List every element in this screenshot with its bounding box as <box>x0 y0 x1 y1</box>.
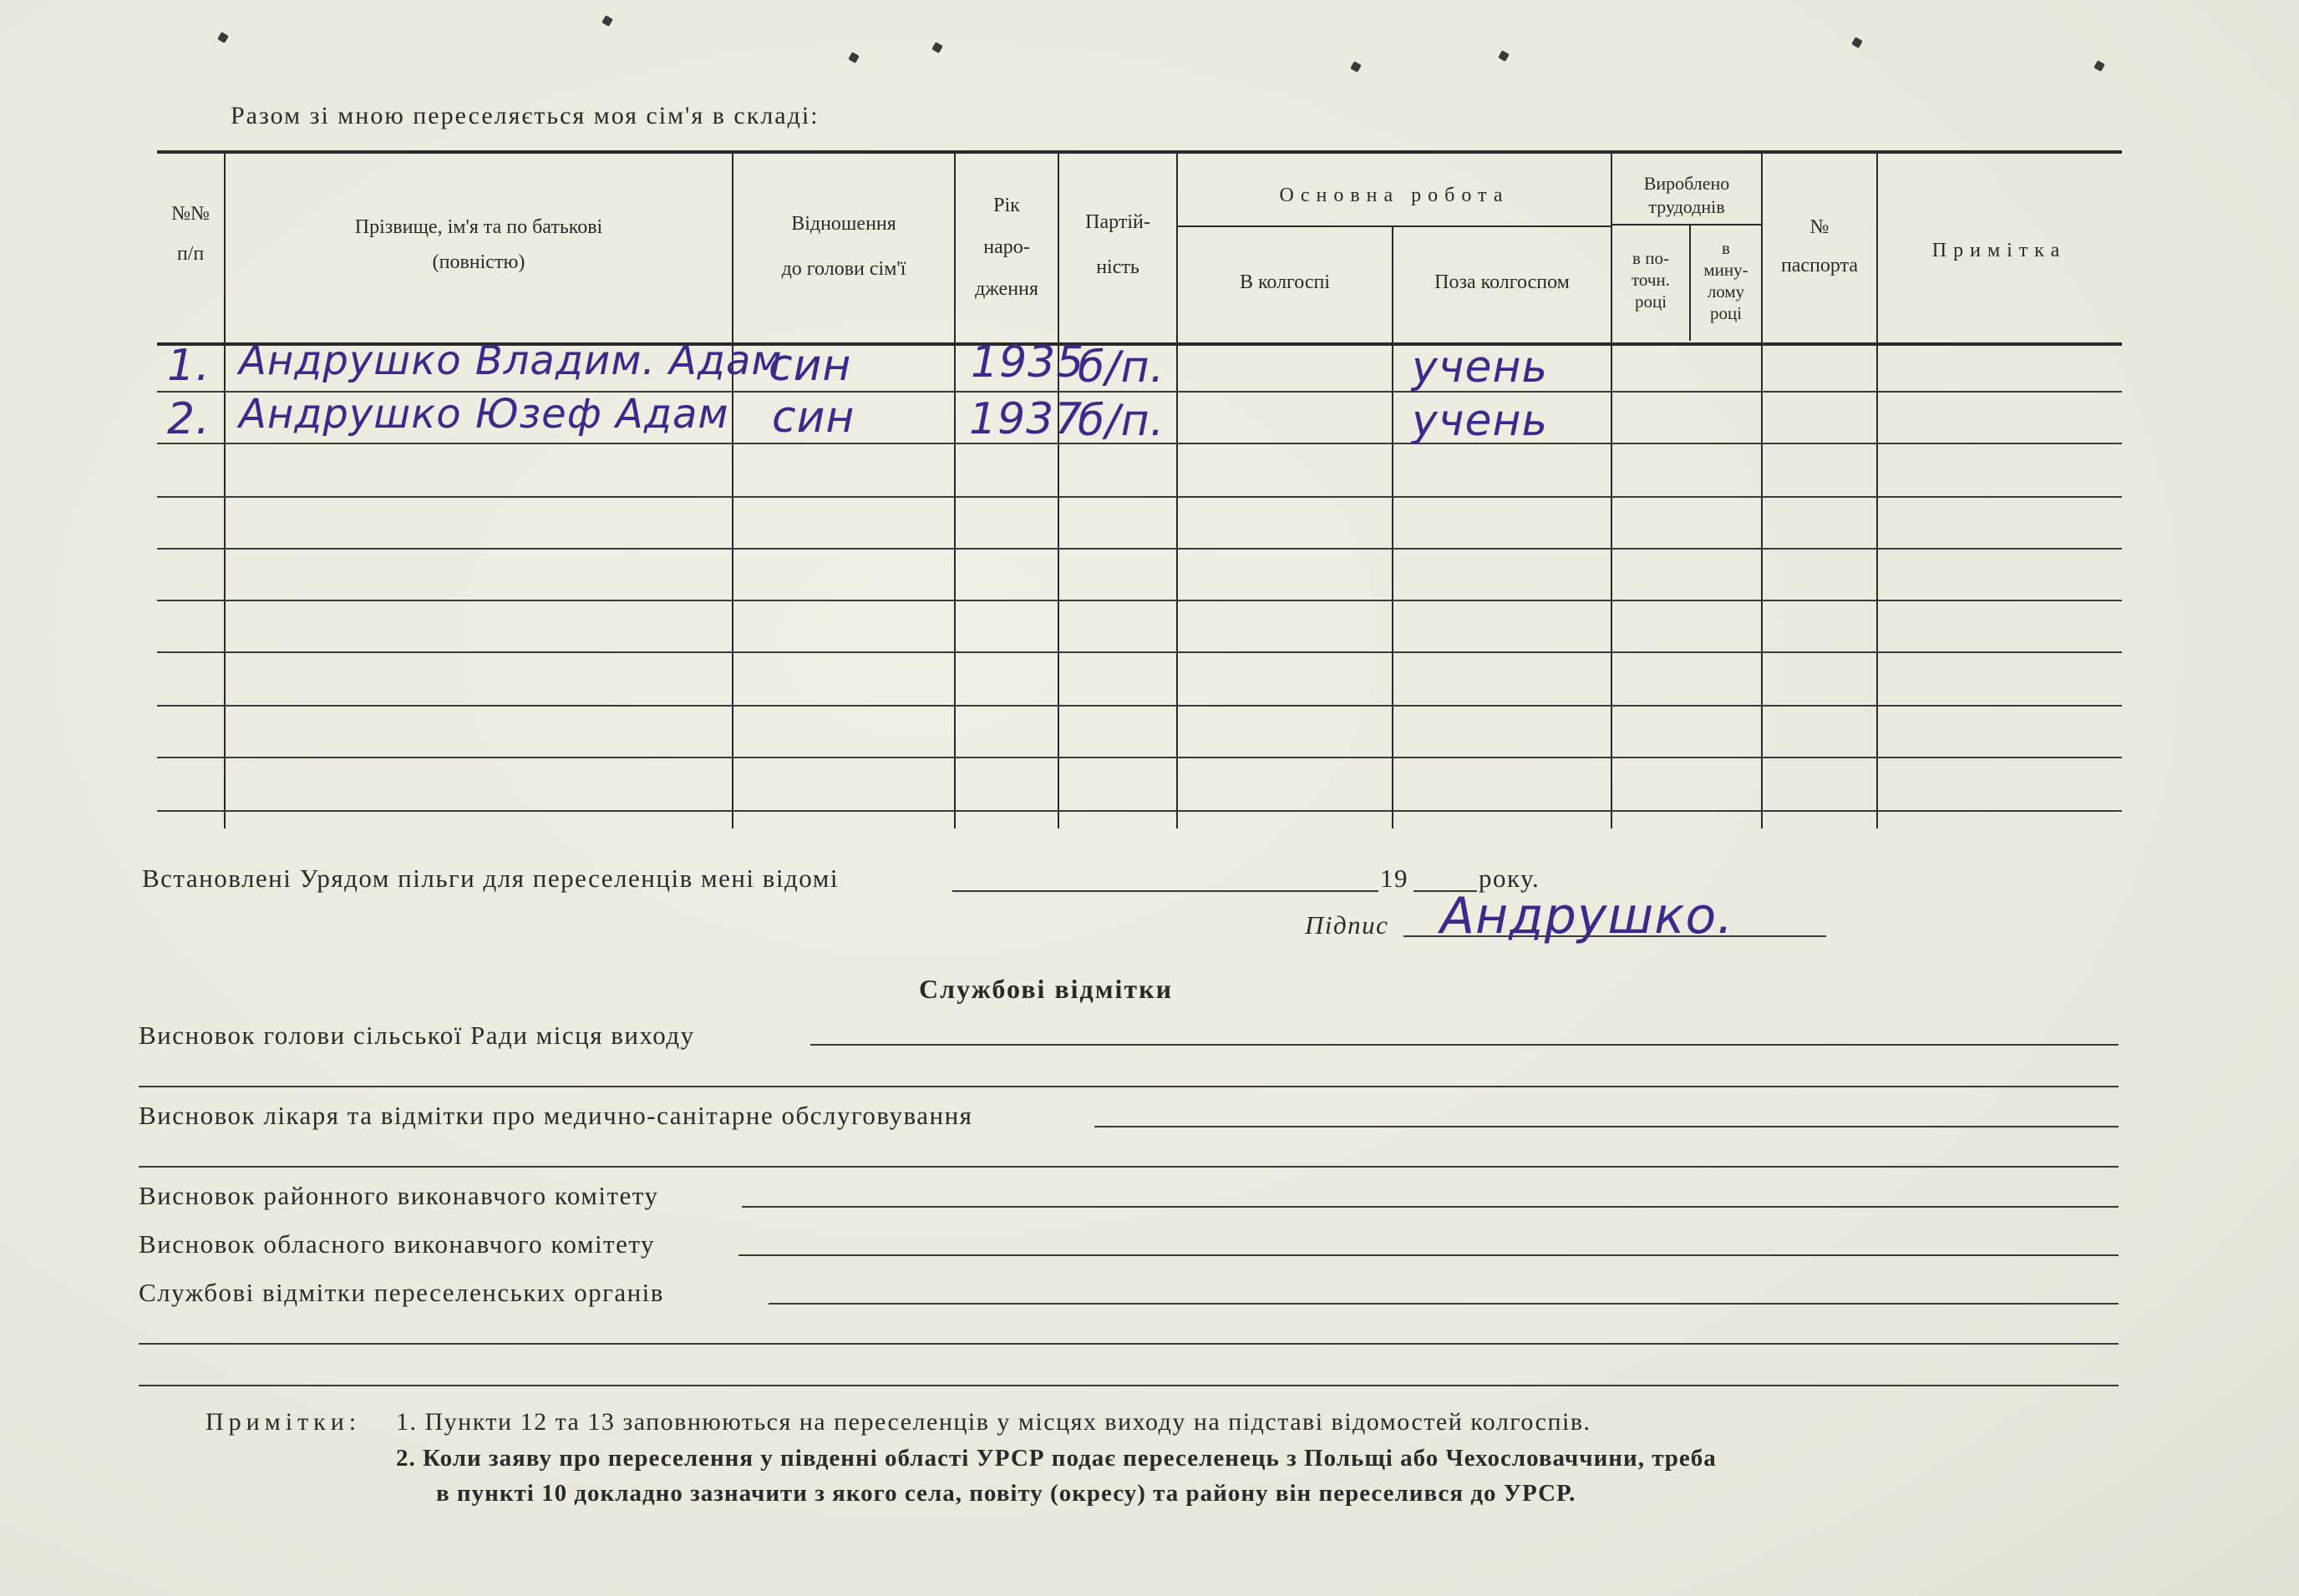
year-prefix: 19 <box>1380 864 1408 893</box>
header-num-line1: №№ <box>171 203 210 225</box>
punch-mark <box>217 32 229 43</box>
row2-relation: син <box>772 393 855 443</box>
header-main-work: Основна робота <box>1279 185 1510 206</box>
table-top-border <box>157 150 2122 154</box>
service-fill-4 <box>738 1254 2119 1256</box>
header-year-line3: дження <box>975 278 1038 300</box>
service-line-5: Службові відмітки переселенських органів <box>139 1278 664 1307</box>
header-party-line1: Партій- <box>1085 211 1150 233</box>
header-name-line2: (повністю) <box>432 251 525 273</box>
row2-year: 1937 <box>969 394 1084 444</box>
table-row <box>157 651 2122 653</box>
header-current-year-line1: в по- <box>1632 248 1669 268</box>
row2-name: Андрушко Юзеф Адам <box>239 391 729 438</box>
header-workdays-line2: трудоднів <box>1648 196 1725 217</box>
service-fill-1 <box>810 1044 2119 1046</box>
punch-mark <box>1350 61 1362 73</box>
service-title: Службові відмітки <box>919 974 1174 1004</box>
year-suffix: року. <box>1479 864 1540 893</box>
header-in-kolhosp: В колгоспі <box>1239 271 1331 293</box>
header-last-year-line1: в <box>1722 238 1730 258</box>
header-year <box>956 192 1058 302</box>
header-relation-line1: Відношення <box>791 213 896 235</box>
header-relation-line2: до голови сім'ї <box>781 258 906 280</box>
punch-mark <box>2093 60 2105 72</box>
header-outside-kolhosp: Поза колгоспом <box>1434 271 1570 293</box>
col-divider <box>1176 152 1178 828</box>
service-line-3: Висновок районного виконавчого комітету <box>139 1181 659 1210</box>
row1-outside: учень <box>1412 342 1549 393</box>
row1-party: б/п. <box>1078 342 1165 393</box>
header-name <box>226 214 732 276</box>
header-last-year-line4: році <box>1709 303 1743 323</box>
benefits-fill-line <box>952 890 1378 892</box>
header-last-year-line3: лому <box>1707 281 1745 301</box>
row1-relation: син <box>769 341 852 391</box>
header-num-line2: п/п <box>176 243 205 265</box>
benefits-text: Встановлені Урядом пільги для переселенців мені відомі <box>142 864 839 893</box>
table-row <box>157 548 2122 550</box>
service-fill-5b <box>139 1343 2119 1345</box>
row1-num: 1. <box>167 341 211 391</box>
header-year-line1: Рік <box>993 195 1020 216</box>
signature: Андрушко. <box>1440 887 1734 945</box>
signature-label: Підпис <box>1305 910 1389 940</box>
service-fill-2b <box>139 1166 2119 1168</box>
header-passport-line2: паспорта <box>1780 255 1859 276</box>
header-party-line2: ність <box>1096 256 1139 278</box>
header-num <box>157 200 224 267</box>
service-line-4: Висновок обласного виконавчого комітету <box>139 1229 655 1259</box>
row1-year: 1935 <box>971 337 1085 388</box>
table-row <box>157 496 2122 498</box>
note-item-1: 1. Пункти 12 та 13 заповнюються на переселенців у місцях виходу на підставі відомостей колгоспів. <box>396 1408 1591 1436</box>
service-line-1: Висновок голови сільської Ради місця виходу <box>139 1021 695 1050</box>
header-last-year <box>1691 237 1761 324</box>
notes-label: Примітки: <box>206 1408 362 1436</box>
main-work-subdivider <box>1178 225 1611 227</box>
header-passport-line1: № <box>1809 216 1830 238</box>
header-current-year-line2: точн. <box>1632 270 1670 290</box>
row2-num: 2. <box>167 394 211 444</box>
header-name-line1: Прізвище, ім'я та по батькові <box>354 216 603 238</box>
punch-mark <box>1851 37 1863 48</box>
header-current-year <box>1612 247 1689 312</box>
punch-mark <box>931 42 943 53</box>
note-item-2: 2. Коли заяву про переселення у південні області УРСР подає переселенець з Польщі або Чехословаччини, треба <box>396 1445 1717 1472</box>
row2-party: б/п. <box>1078 396 1165 446</box>
table-row <box>157 705 2122 707</box>
header-current-year-line3: році <box>1634 291 1667 312</box>
header-relation <box>733 210 954 282</box>
row2-outside: учень <box>1412 396 1549 446</box>
header-party <box>1059 209 1176 281</box>
header-workdays <box>1612 172 1761 219</box>
service-fill-2 <box>1094 1126 2119 1127</box>
note-item-3: в пункті 10 докладно зазначити з якого села, повіту (окресу) та району він переселився до УРСР. <box>436 1480 1576 1507</box>
header-year-line2: наро- <box>983 236 1030 258</box>
service-fill-5c <box>139 1385 2119 1386</box>
service-fill-5 <box>769 1303 2119 1305</box>
punch-mark <box>601 15 613 27</box>
intro-text: Разом зі мною переселяється моя сім'я в складі: <box>231 102 820 129</box>
punch-mark <box>848 52 860 63</box>
service-fill-3 <box>742 1206 2119 1208</box>
header-passport <box>1763 214 1876 279</box>
workdays-subdivider <box>1612 224 1761 225</box>
table-row <box>157 600 2122 601</box>
header-note: Примітка <box>1931 240 2067 261</box>
col-divider <box>1392 225 1393 828</box>
header-workdays-line1: Вироблено <box>1643 173 1730 194</box>
punch-mark <box>1498 50 1510 62</box>
service-line-2: Висновок лікаря та відмітки про медично-санітарне обслуговування <box>139 1101 973 1130</box>
table-row <box>157 810 2122 812</box>
header-last-year-line2: мину- <box>1703 260 1748 280</box>
row1-name: Андрушко Владим. Адам <box>239 337 783 384</box>
table-row <box>157 757 2122 758</box>
service-fill-1b <box>139 1086 2119 1087</box>
